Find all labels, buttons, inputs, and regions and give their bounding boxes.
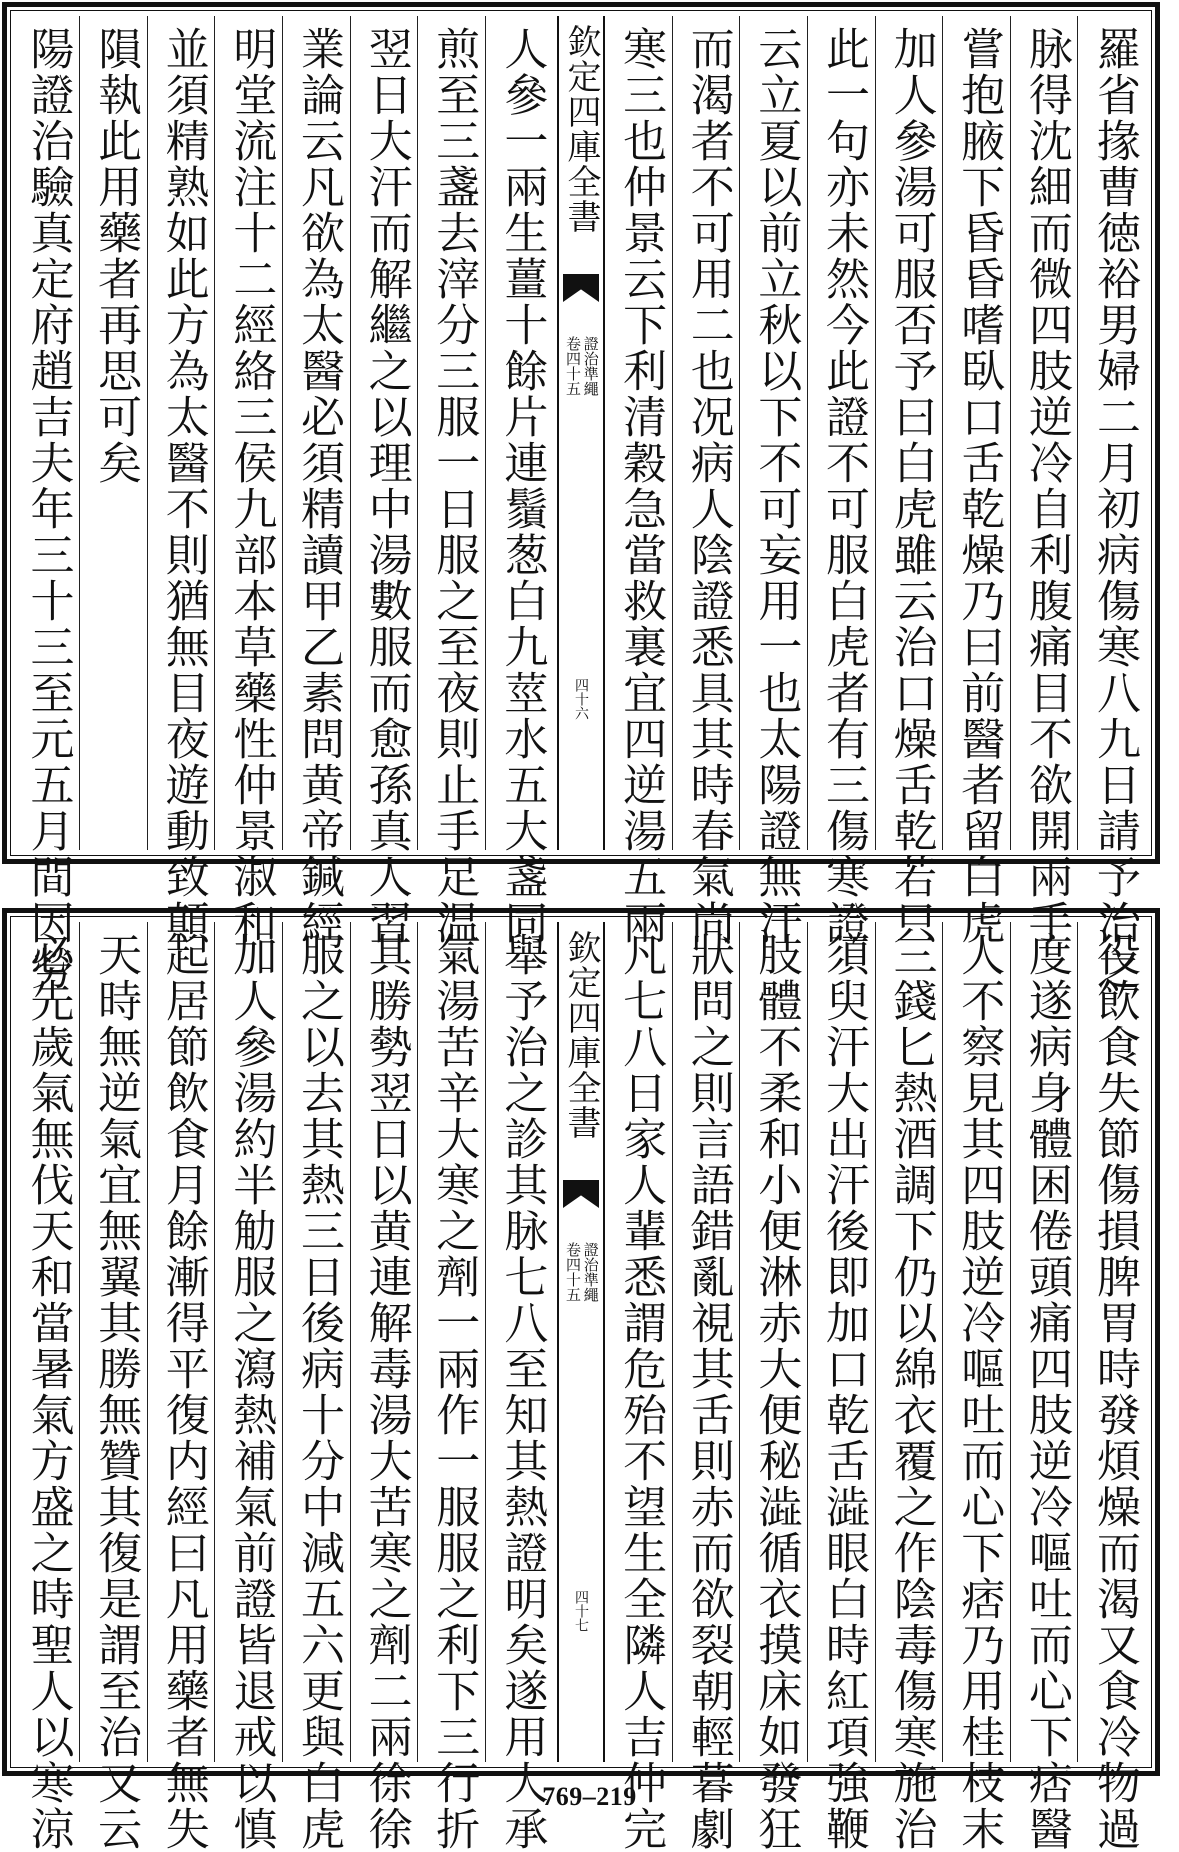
- column-text: 役飲食失節傷損脾胃時發煩燥而渴又食冷物過: [1089, 932, 1140, 1852]
- text-column: [151, 16, 215, 946]
- text-column: [812, 922, 876, 1852]
- text-column: [744, 922, 808, 1852]
- folio-number: 四十六: [573, 678, 589, 720]
- column-text: 肢體不柔和小便淋赤大便秘澁循衣摸床如發狂: [750, 932, 802, 1852]
- column-text: 人參一兩生薑十餘片連鬚葱白九莖水五大盞同: [496, 26, 548, 946]
- column-text: 羅省掾曹徳裕男婦二月初病傷寒八九日請予治之: [1089, 26, 1140, 992]
- text-column: [879, 922, 943, 1852]
- column-text: 凡七八日家人輩悉謂危殆不望生全隣人吉仲完: [615, 932, 667, 1852]
- volume-number: 卷四十五: [564, 336, 582, 396]
- text-column: [16, 16, 80, 992]
- text-column: [354, 16, 418, 946]
- text-column: [151, 922, 215, 1852]
- column-text: 嘗抱腋下昏昏嗜臥口舌乾燥乃曰前醫者留白虎: [953, 26, 1005, 946]
- column-text: 其勝勢翌日以黄連解毒湯大苦寒之劑二兩徐徐: [360, 932, 412, 1852]
- text-column: [1014, 922, 1078, 1852]
- column-text: 明堂流注十二經絡三侯九部本草藥性仲景淑和: [225, 26, 277, 946]
- column-text: 陽證治驗真定府趙吉夫年三十三至元五月間因勞: [22, 26, 74, 992]
- text-column: [879, 16, 943, 946]
- column-text: 度遂病身體困倦頭痛四肢逆冷嘔吐而心下痞醫: [1020, 932, 1072, 1852]
- text-columns: [16, 16, 1146, 992]
- column-text: 寒三也仲景云下利清穀急當救裏宜四逆湯五兩: [615, 26, 667, 946]
- text-column: [609, 16, 673, 946]
- text-column: [422, 16, 486, 946]
- book-name: 證治準繩: [581, 1242, 600, 1302]
- column-text: 人不察見其四肢逆冷嘔吐而心下痞乃用桂枝末: [953, 932, 1005, 1852]
- series-title: 欽定四庫全書: [561, 930, 601, 1140]
- column-text: 須臾汗大出汗後即加口乾舌澁眼白時紅項強鞭: [818, 932, 869, 1852]
- text-column: [812, 16, 876, 946]
- column-text: 起居節飲食月餘漸得平復内經曰凡用藥者無失: [157, 932, 209, 1852]
- text-column: [287, 922, 351, 1852]
- column-text: 服之以去其熱三日後病十分中減五六更與白虎: [293, 932, 344, 1852]
- text-column: [1082, 16, 1146, 992]
- column-text: 舉予治之診其脉七八至知其熱證明矣遂用大承: [496, 932, 548, 1852]
- column-text: 隕執此用藥者再思可矣: [90, 26, 142, 486]
- series-title: 欽定四庫全書: [561, 24, 601, 234]
- column-text: 必先歲氣無伐天和當暑氣方盛之時聖人以寒涼: [22, 932, 74, 1852]
- volume-number: 卷四十五: [564, 1242, 582, 1302]
- fishtail-mark: [563, 1180, 599, 1208]
- book-title: [564, 336, 598, 396]
- folio-number: 四十七: [573, 1590, 589, 1632]
- text-column: [219, 922, 283, 1852]
- column-text: 加人參湯可服否予曰白虎雖云治口燥舌乾若只: [885, 26, 937, 946]
- page-46: [2, 2, 1160, 992]
- text-column: [354, 922, 418, 1852]
- fishtail-mark: [563, 274, 599, 302]
- column-text: 云立夏以前立秋以下不可妄用一也太陽證無汗: [750, 26, 802, 946]
- book-title: [564, 1242, 598, 1302]
- text-column: [1014, 16, 1078, 946]
- column-text: 業論云凡欲為太醫必須精讀甲乙素問黄帝鍼經: [293, 26, 344, 946]
- page-number: 769–219: [542, 1782, 637, 1811]
- text-column: [947, 16, 1011, 946]
- column-text: 三錢匕熱酒調下仍以綿衣覆之作陰毒傷寒施治: [885, 932, 937, 1852]
- text-column: [422, 922, 486, 1852]
- text-column: [744, 16, 808, 946]
- column-text: 而渴者不可用二也况病人陰證悉具其時春氣尚: [682, 26, 734, 946]
- column-text: 加人參湯約半觔服之瀉熱補氣前證皆退戒以慎: [225, 932, 277, 1852]
- column-text: 並須精熟如此方為太醫不則猶無目夜遊動致顛: [157, 26, 209, 946]
- center-fold-column: [557, 16, 605, 850]
- text-column: [287, 16, 351, 946]
- text-column: [16, 922, 80, 1852]
- text-column: [84, 922, 148, 1852]
- column-text: 煎至三盞去滓分三服一日服之至夜則止手足温: [428, 26, 480, 946]
- column-text: 氣湯苦辛大寒之劑一兩作一服服之利下三行折: [428, 932, 480, 1852]
- text-column: [676, 16, 740, 946]
- text-column: [489, 16, 553, 946]
- column-text: 此一句亦未然今此證不可服白虎者有三傷寒證: [818, 26, 869, 946]
- column-text: 天時無逆氣宜無翼其勝無贊其復是謂至治又云: [90, 932, 142, 1852]
- center-fold-column: [557, 922, 605, 1762]
- text-column: [947, 922, 1011, 1852]
- column-text: 脉得沈細而微四肢逆冷自利腹痛目不欲開兩手: [1020, 26, 1072, 946]
- text-column: [609, 922, 673, 1852]
- book-name: 證治準繩: [581, 336, 600, 396]
- text-column: [84, 16, 148, 850]
- text-column: [219, 16, 283, 946]
- text-column: [676, 922, 740, 1852]
- text-column: [489, 922, 553, 1852]
- text-column: [1082, 922, 1146, 1852]
- column-text: 翌日大汗而解繼之以理中湯數服而愈孫真人習: [360, 26, 412, 946]
- column-text: 狀問之則言語錯亂視其舌則赤而欲裂朝輕暮劇: [682, 932, 734, 1852]
